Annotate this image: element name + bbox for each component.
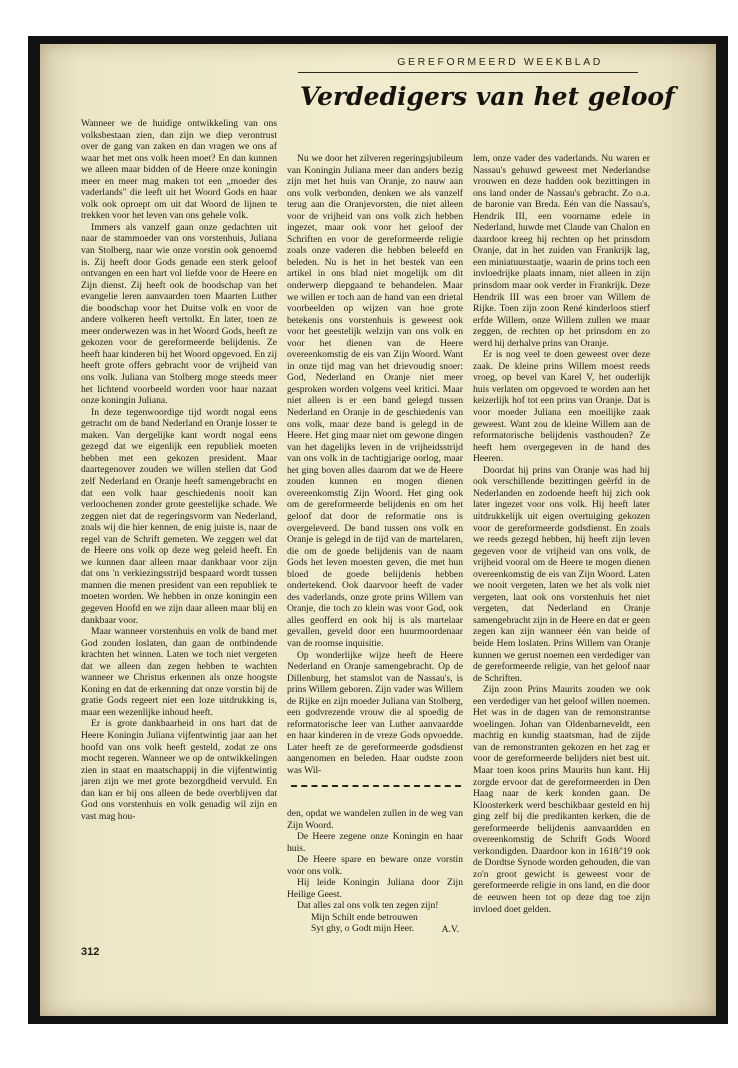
paragraph: De Heere spare en beware onze vorstin voor ons volk. [287, 854, 463, 877]
poem-line: Syt ghy, o Godt mijn Heer. [311, 923, 415, 935]
column-2-lower [287, 808, 463, 936]
paragraph: Doordat hij prins van Oranje was had hij ook verschillende bezittingen geërfd in de Nederlanden en zodoende heeft hij zich ook later ingezet voor ons volk. Hij heeft later uitdrukkelijk uit eigen overtuiging gekozen voor de gereformeerde godsdienst. En zoals we reeds gezegd hebben, hij heeft zijn leven gegeven voor de vrijheid van ons volk, de vrijheid vooral om de Heere te mogen dienen overeenkomstig de eis van Zijn Woord. Laten we nooit vergeten, laten we het als volk niet vergeten, laat ook ons vorstenhuis het niet vergeten, dat Nederland en Oranje samengebracht zijn in de Heere en dat er geen zegen kan zijn wanneer één van beide of beide Hem loslaten. Prins Willem van Oranje kunnen we gerust noemen een verdediger van de gereformeerde religie, van het geloof naar de Schriften. [473, 464, 650, 684]
author-signature: A.V. [441, 924, 459, 936]
column-2 [287, 153, 463, 777]
column-3 [473, 153, 650, 915]
page-number: 312 [81, 946, 100, 958]
header-rule [298, 72, 638, 73]
running-head: GEREFORMEERD WEEKBLAD [397, 56, 603, 68]
paragraph: Wanneer we de huidige ontwikkeling van ons volksbestaan zien, dan zijn we diep verontrust over de gang van zaken en dan vragen we ons af waar het met ons volk heen moet? En dan kunnen we alleen maar bidden of de Heere onze koningin meer en meer mag maken tot een „moeder des vaderlands" die leeft uit het Woord Gods en haar volk ook oproept om uit dat Woord de lijnen te trekken voor het leven van ons gehele volk. [81, 118, 277, 222]
paragraph: De Heere zegene onze Koningin en haar huis. [287, 831, 463, 854]
paragraph: lem, onze vader des vaderlands. Nu waren er Nassau's gehuwd geweest met Nederlandse vrouwen en deze hadden ook bezittingen in ons land onder de Nassau's gebracht. Zo o.a. de baronie van Breda. Eén van die Nassau's, Hendrik III, een voorname edele in Nederland, huwde met Claude van Chalon en daardoor kreeg hij rechten op het prinsdom Oranje, dat in het zuiden van Frankrijk lag, een miniatuurstaatje, waarin de prins toch een invloedrijke plaats innam, niet alleen in zijn prinsdom maar ook verder in Frankrijk. Deze Hendrik III was een broer van Willem de Rijke. Toen zijn zoon René kinderloos stierf erfde Willem, onze Willem zullen we maar zeggen, de rechten op het prinsdom en zo werd hij derhalve prins van Oranje. [473, 153, 650, 349]
paragraph: In deze tegenwoordige tijd wordt nogal eens getracht om de band Nederland en Oranje losser te maken. Van dergelijke kant wordt nogal eens gezegd dat we eigenlijk een republiek moeten hebben met een gekozen president. Maar daartegenover zouden we willen stellen dat God zelf Nederland en Oranje heeft samengebracht en dat een volk haar geschiedenis nooit kan verloochenen zonder grote geestelijke schade. We zeggen niet dat de regeringsvorm van Nederland, zoals wij die hier kennen, de enig juiste is, naar de regel van de Schrift gemeten. We zeggen wel dat de Heere ons volk op deze weg geleid heeft. En we kunnen daar alleen maar dankbaar voor zijn dat ons 'n verkiezingsstrijd bespaard wordt tussen mannen die menen president van een republiek te moeten worden. We hebben in onze koningin een gegeven Hoofd en we zijn daar alleen maar blij en dankbaar voor. [81, 406, 277, 626]
paragraph: Nu we door het zilveren regeringsjubileum van Koningin Juliana meer dan anders bezig zijn met het huis van Oranje, zo nauw aan ons volk verbonden, denken we als vanzelf terug aan die Oranjevorsten, die niet alleen voor de vrijheid van ons volk zich hebben ingezet, maar ook voor het geloof der Schriften en voor de gereformeerde religie zoals onze vaderen die hebben beleefd en beleden. Nu is het in het bestek van een artikel in ons blad niet mogelijk om dit onderwerp diepgaand te behandelen. Maar we willen er toch aan de hand van een drietal voorbeelden op wijzen van hoe grote betekenis ons vorstenhuis is geweest ook voor het geestelijk welzijn van ons volk en voor het dienen van de Heere overeenkomstig de eis van Zijn Woord. Want in onze tijd mag van het drievoudig snoer: God, Nederland en Oranje niet meer gesproken worden volgens veel kritici. Maar niet alleen is er een band gelegd tussen Nederland en Oranje in de geschiedenis van ons volk, maar deze band is gelegd in de Heere. Het ging maar niet om gewone dingen van het dagelijks leven in de vrijheidsstrijd van ons volk in de tachtigjarige oorlog, maar het ging boven alles daarom dat we de Heere zouden kunnen en mogen dienen overeenkomstig Zijn Woord. Het ging ook om de gereformeerde belijdenis en om het geloof dat door de reformatie ons is overgeleverd. De band tussen ons volk en Oranje is gelegd in de tijd van de martelaren, die om de goede belijdenis van de naam Gods het leven moesten geven, die met hun bloed de goede belijdenis hebben ondertekend. Ook daarvoor heeft de vader des vaderlands, onze grote prins Willem van Oranje, die toch zo klein was voor God, ook alles geofferd en ook hij is als martelaar gevallen, geveld door een huurmoordenaar van de roomse inquisitie. [287, 153, 463, 649]
paragraph: Immers als vanzelf gaan onze gedachten uit naar de stammoeder van ons vorstenhuis, Juliana van Stolberg, naar wie onze vorstin ook genoemd is. Zij heeft door Gods genade een sterk geloof ontvangen en een hart vol liefde voor de Heere en Zijn dienst. Zij heeft ook de boodschap van het evangelie leren aanvaarden toen Maarten Luther die boodschap voor het Duitse volk en voor de andere volkeren heeft vertolkt. En later, toen ze meer onderwezen was in het Woord Gods, heeft ze gekozen voor de gereformeerde belijdenis. Ze heeft haar kinderen bij het Woord opgevoed. En zij heeft grote offers gebracht voor de vrijheid van ons volk. Juliana van Stolberg moge steeds meer het lichtend voorbeeld worden voor haar nazaat onze koningin Juliana. [81, 221, 277, 407]
paragraph: Er is nog veel te doen geweest over deze zaak. De kleine prins Willem moest reeds vroeg, op bevel van Karel V, het ouderlijk huis verlaten om opgevoed te worden aan het keizerlijk hof tot een prins van Oranje. Dat is voor moeder Juliana een moeilijke zaak geweest. Want zou de kleine Willem aan de reformatorische belijdenis vasthouden? Ze heeft hem overgegeven in de hand des Heeren. [473, 349, 650, 465]
article-title: Verdedigers van het geloof [300, 82, 675, 111]
column-1 [81, 118, 277, 822]
poem-line: Mijn Schilt ende betrouwen [311, 911, 418, 923]
paragraph: Maar wanneer vorstenhuis en volk de band met God zouden loslaten, dan gaan de ontbindende krachten het winnen. Laten we toch niet vergeten dat we alleen dan zegen hebben te wachten wanneer we Christus erkennen als onze hoogste Koning en dat de erkenning dat onze vorstin bij de gratie Gods regeert niet een loze uitdrukking is, maar een wezenlijke inhoud heeft. [81, 626, 277, 718]
paragraph: Hij leide Koningin Juliana door Zijn Heilige Geest. [287, 877, 463, 900]
paragraph: den, opdat we wandelen zullen in de weg van Zijn Woord. [287, 808, 463, 831]
paragraph: Er is grote dankbaarheid in ons hart dat de Heere Koningin Juliana vijfentwintig jaar aan het hoofd van ons volk heeft gesteld, zodat ze ons mocht regeren. Wanneer we op de ontwikkelingen zien in staat en maatschappij in die vijfentwintig jaren zijn we met grote bezorgdheid vervuld. En dan kan er bij ons alleen de bede overblijven dat God ons vorstenhuis en volk genadig wil zijn en vast mag hou- [81, 718, 277, 822]
paragraph: Op wonderlijke wijze heeft de Heere Nederland en Oranje samengebracht. Op de Dillenburg, het stamslot van de Nassau's, is prins Willem geboren. Zijn vader was Willem de Rijke en zijn moeder Juliana van Stolberg, een godvrezende vrouw die al spoedig de reformatorische leer van Luther aanvaardde en haar kinderen in de vreze Gods opvoedde. Later heeft ze de gereformeerde godsdienst aangenomen en beleden. Haar oudste zoon was Wil- [287, 649, 463, 776]
poem-line: Dat alles zal ons volk ten zegen zijn! [297, 900, 439, 912]
paragraph: Zijn zoon Prins Maurits zouden we ook een verdediger van het geloof willen noemen. Het was in de dagen van de remonstrantse woelingen. Johan van Oldenbarneveldt, een machtig en kundig staatsman, had de zijde van de remonstranten gekozen en het zag er voor de gereformeerde belijders niet best uit. Maar toen koos prins Maurits hun kant. Hij zorgde ervoor dat de gereformeerden in Den Haag naar de kerk konden gaan. De Kloosterkerk werd beschikbaar gesteld en hij ging zelf bij die predikanten kerken, die de gereformeerde belijdenis aanvaardden en overeenkomstig de Schrift Gods Woord verkondigden. Daardoor kon in 1618/'19 ook de Dordtse Synode worden gehouden, die van zo'n groot gewicht is geweest voor de gereformeerde religie in ons land, en die door de eeuwen heen tot op deze dag toe zijn invloed doet gelden. [473, 684, 650, 915]
section-divider [291, 785, 461, 787]
